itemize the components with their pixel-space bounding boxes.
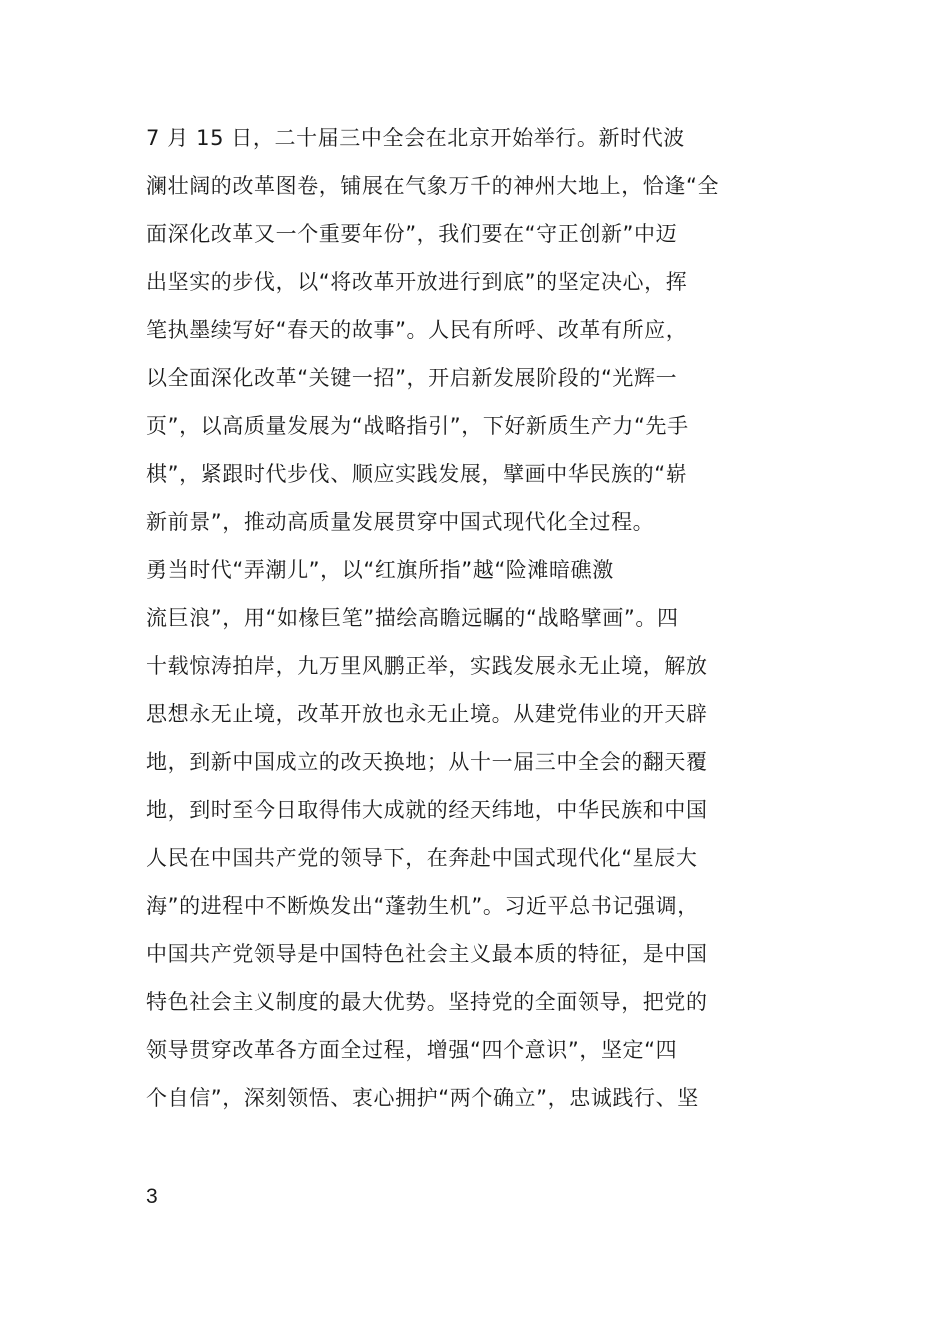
text-line: 领导贯穿改革各方面全过程，增强“四个意识”，坚定“四: [146, 1038, 678, 1062]
text-line: 中国共产党领导是中国特色社会主义最本质的特征，是中国: [146, 942, 708, 966]
text-line: 以全面深化改革“关键一招”，开启新发展阶段的“光辉一: [146, 366, 678, 390]
text-line: 地，到时至今日取得伟大成就的经天纬地，中华民族和中国: [146, 798, 708, 822]
text-line: 人民在中国共产党的领导下，在奔赴中国式现代化“星辰大: [146, 846, 698, 870]
text-line: 个自信”，深刻领悟、衷心拥护“两个确立”，忠诚践行、坚: [146, 1086, 699, 1110]
text-line: 出坚实的步伐，以“将改革开放进行到底”的坚定决心，挥: [146, 270, 688, 294]
text-line: 思想永无止境，改革开放也永无止境。从建党伟业的开天辟: [146, 702, 708, 726]
text-line: 流巨浪”，用“如椽巨笔”描绘高瞻远瞩的“战略擘画”。四: [146, 606, 679, 630]
text-line: 笔执墨续写好“春天的故事”。人民有所呼、改革有所应，: [146, 318, 688, 342]
text-line: 地，到新中国成立的改天换地；从十一届三中全会的翻天覆: [146, 750, 708, 774]
text-line: 页”，以高质量发展为“战略指引”，下好新质生产力“先手: [146, 414, 689, 438]
text-line: 特色社会主义制度的最大优势。坚持党的全面领导，把党的: [146, 990, 708, 1014]
text-line: 勇当时代“弄潮儿”，以“红旗所指”越“险滩暗礁激: [146, 558, 614, 582]
text-line: 新前景”，推动高质量发展贯穿中国式现代化全过程。: [146, 510, 655, 534]
text-line: 十载惊涛拍岸，九万里风鹏正举，实践发展永无止境，解放: [146, 654, 708, 678]
text-line: 面深化改革又一个重要年份”，我们要在“守正创新”中迈: [146, 222, 678, 246]
body-text: [146, 128, 786, 1136]
page-number: 3: [146, 1185, 158, 1208]
text-line: 7 月 15 日，二十届三中全会在北京开始举行。新时代波: [146, 126, 685, 150]
text-line: 海”的进程中不断焕发出“蓬勃生机”。习近平总书记强调，: [146, 894, 699, 918]
text-line: 澜壮阔的改革图卷，铺展在气象万千的神州大地上，恰逢“全: [146, 174, 720, 198]
text-line: 棋”，紧跟时代步伐、顺应实践发展，擘画中华民族的“崭: [146, 462, 688, 486]
